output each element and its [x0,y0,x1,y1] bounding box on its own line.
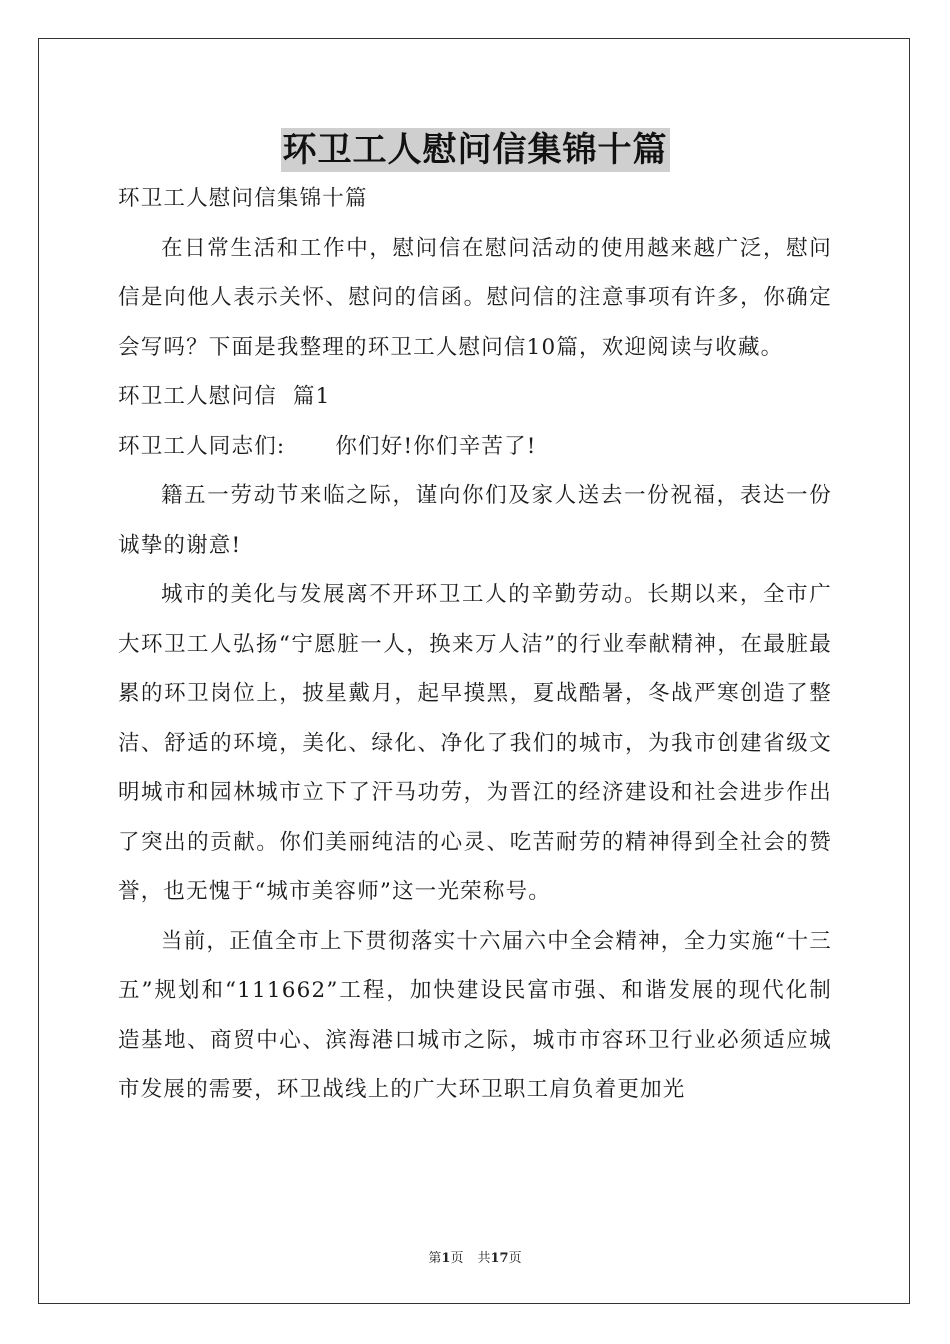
body-paragraph: 籍五一劳动节来临之际，谨向你们及家人送去一份祝福，表达一份诚挚的谢意! [118,483,832,558]
section-heading: 环卫工人慰问信 篇1 [118,384,331,409]
intro-paragraph: 在日常生活和工作中，慰问信在慰问活动的使用越来越广泛，慰问信是向他人表示关怀、慰问的信函。慰问信的注意事项有许多，你确定会写吗？下面是我整理的环卫工人慰问信10篇，欢迎阅读与收藏。 [118,235,832,360]
greeting: 你们好!你们辛苦了! [335,433,537,459]
total-suffix: 页 [508,1251,522,1266]
body-paragraph: 当前，正值全市上下贯彻落实十六届六中全会精神，全力实施“十三五”规划和“111662”工程，加快建设民富市强、和谐发展的现代化制造基地、商贸中心、滨海港口城市之际，城市市容环卫行业必须适应城市发展的需要，环卫战线上的广大环卫职工肩负着更加光 [118,928,832,1102]
document-subtitle: 环卫工人慰问信集锦十篇 [118,186,368,211]
document-title-text: 环卫工人慰问信集锦十篇 [282,130,668,170]
document-body [118,174,832,1115]
page-prefix: 第 [428,1251,442,1266]
body-paragraph: 城市的美化与发展离不开环卫工人的辛勤劳动。长期以来，全市广大环卫工人弘扬“宁愿脏一人，换来万人洁”的行业奉献精神，在最脏最累的环卫岗位上，披星戴月，起早摸黑，夏战酷暑，冬战严寒创造了整洁、舒适的环境，美化、绿化、净化了我们的城市，为我市创建省级文明城市和园林城市立下了汗马功劳，为晋江的经济建设和社会进步作出了突出的贡献。你们美丽纯洁的心灵、吃苦耐劳的精神得到全社会的赞誉，也无愧于“城市美容师”这一光荣称号。 [118,582,832,904]
salutation-line [118,422,832,472]
page-mid: 页 [450,1251,464,1266]
document-title [0,128,950,172]
page-total: 17 [490,1251,509,1266]
total-prefix: 共 [477,1251,491,1266]
page-footer [0,1247,950,1266]
page-current: 1 [441,1251,451,1266]
salutation: 环卫工人同志们: [118,433,286,459]
